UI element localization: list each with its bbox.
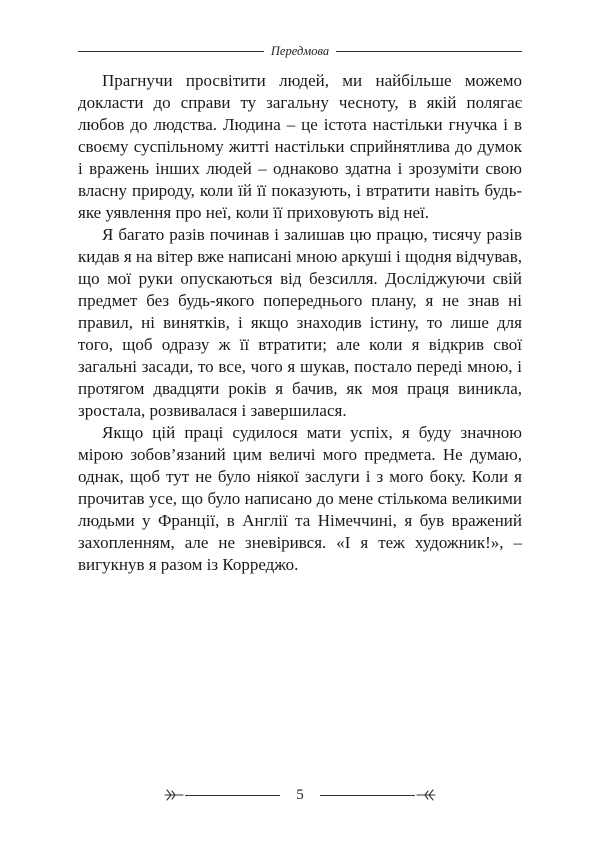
page-number: 5 [296,786,304,803]
footer-rule-right [320,795,415,796]
paragraph-3: Якщо цій праці судилося мати успіх, я буду значною мірою зобов’язаний цим величі мого предмета. Не думаю, однак, щоб тут не було ніякої заслуги і з мого боку. Коли я прочитав усе, що було написано до мене стількома великими людьми у Франції, в Англії та Німеччині, я був вражений захопленням, але не зневірився. «І я теж художник!», – вигукнув я разом із Корреджо. [78,423,522,574]
body-text [78,70,522,576]
leaf-ornament-icon [163,788,185,802]
header-rule-right [336,51,522,52]
footer-rule-left [185,795,280,796]
page-footer [163,785,437,805]
header-title: Передмова [270,43,330,58]
paragraph-1: Прагнучи просвітити людей, ми найбільше можемо докласти до справи ту загальну чесноту, в якій полягає любов до людства. Людина – це істота настільки гнучка і в своєму суспільному житті настільки сприйнятлива до думок і вражень інших людей – однаково здатна і зрозуміти свою власну природу, коли їй її показують, і втратити навіть будь-яке уявлення про неї, коли її приховують від неї. [78,71,522,222]
leaf-ornament-icon [415,788,437,802]
running-header [78,43,522,59]
paragraph-2: Я багато разів починав і залишав цю працю, тисячу разів кидав я на вітер вже написані мною аркуші і щодня відчував, що мої руки опускаються від безсилля. Досліджуючи свій предмет без будь-якого попереднього плану, я не знав ні правил, ні винятків, і якщо знаходив істину, то лише для того, щоб одразу ж її втратити; але коли я відкрив свої загальні засади, то все, чого я шукав, постало переді мною, і протягом двадцяти років я бачив, як моя праця виникла, зростала, розвивалася і завершилася. [78,225,523,420]
header-rule-left [78,51,264,52]
